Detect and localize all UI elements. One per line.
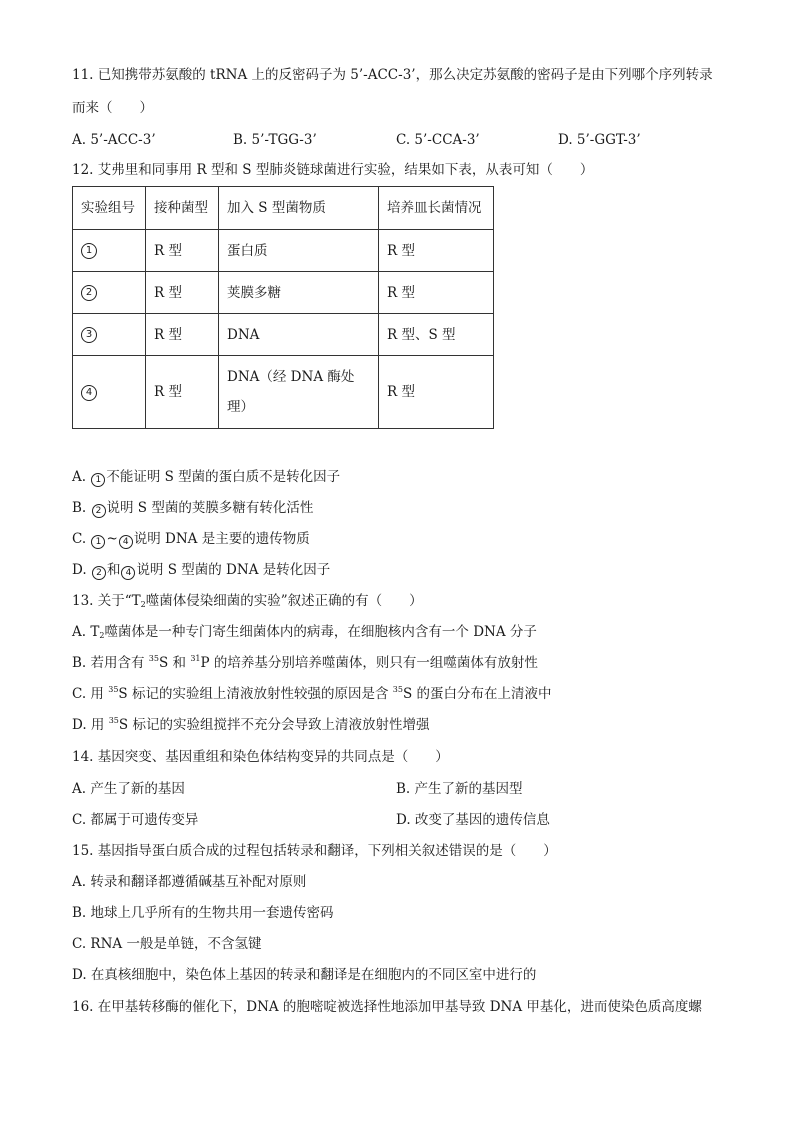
option-prefix: B. <box>72 500 91 516</box>
row-number <box>73 314 146 356</box>
stem-part: 13. 关于“T <box>72 593 141 609</box>
table-header-row <box>73 187 494 230</box>
q15-stem: 15. 基因指导蛋白质合成的过程包括转录和翻译，下列相关叙述错误的是（ ） <box>72 843 557 859</box>
q14-option-a[interactable]: A. 产生了新的基因 <box>72 781 185 797</box>
q12-option-c[interactable] <box>72 530 310 549</box>
row-substance: 荚膜多糖 <box>219 272 379 314</box>
q15-option-d[interactable]: D. 在真核细胞中，染色体上基因的转录和翻译是在细胞内的不同区室中进行的 <box>72 967 537 983</box>
option-part: S 标记的实验组上清液放射性较强的原因是含 <box>118 686 393 702</box>
row-substance: DNA <box>219 314 379 356</box>
row-strain: R 型 <box>146 230 219 272</box>
circled-number: 4 <box>119 535 133 549</box>
q11-option-c[interactable]: C. 5’-CCA-3’ <box>396 132 480 148</box>
option-prefix: A. <box>72 469 91 485</box>
option-part: C. 用 <box>72 686 109 702</box>
row-number <box>73 230 146 272</box>
row-result: R 型 <box>379 230 494 272</box>
option-part: S 和 <box>158 655 191 671</box>
circled-number: 3 <box>81 327 97 343</box>
row-substance: 蛋白质 <box>219 230 379 272</box>
option-text: 说明 DNA 是主要的遗传物质 <box>133 531 310 547</box>
q12-option-a[interactable] <box>72 468 340 487</box>
q11-options <box>72 131 732 149</box>
option-text: 说明 S 型菌的 DNA 是转化因子 <box>136 562 331 578</box>
q14-stem: 14. 基因突变、基因重组和染色体结构变异的共同点是（ ） <box>72 749 449 765</box>
q14-option-b[interactable]: B. 产生了新的基因型 <box>396 781 523 797</box>
circled-number: 2 <box>92 504 106 518</box>
q13-stem <box>72 592 423 610</box>
conjunction: 和 <box>106 562 121 578</box>
range-separator: ~ <box>106 531 118 547</box>
row-substance <box>219 356 379 429</box>
circled-number: 1 <box>91 473 105 487</box>
superscript: 35 <box>392 685 403 694</box>
subscript: 2 <box>99 631 105 640</box>
table-row <box>73 356 494 429</box>
q15-option-c[interactable]: C. RNA 一般是单链，不含氢键 <box>72 936 262 952</box>
header-group-number: 实验组号 <box>73 187 146 230</box>
stem-part: 噬菌体侵染细菌的实验”叙述正确的有（ ） <box>145 593 423 609</box>
q15-option-a[interactable]: A. 转录和翻译都遵循碱基互补配对原则 <box>72 874 307 890</box>
q14-option-d[interactable]: D. 改变了基因的遗传信息 <box>396 812 550 828</box>
q13-option-b[interactable] <box>72 654 538 672</box>
superscript: 35 <box>108 685 119 694</box>
row-substance-line2: 理） <box>227 399 254 415</box>
option-part: P 的培养基分别培养噬菌体，则只有一组噬菌体有放射性 <box>200 655 538 671</box>
q13-option-d[interactable] <box>72 716 429 734</box>
table-row <box>73 314 494 356</box>
superscript: 35 <box>108 716 119 725</box>
option-part: 噬菌体是一种专门寄生细菌体内的病毒，在细胞核内含有一个 DNA 分子 <box>104 624 537 640</box>
q14-options-row2 <box>72 811 732 829</box>
q16-stem: 16. 在甲基转移酶的催化下，DNA 的胞嘧啶被选择性地添加甲基导致 DNA 甲基化，进而使染色质高度螺 <box>72 999 702 1015</box>
subscript: 2 <box>140 600 146 609</box>
q12-option-d[interactable] <box>72 561 330 580</box>
q11-option-d[interactable]: D. 5’-GGT-3’ <box>558 132 641 148</box>
q14-option-c[interactable]: C. 都属于可遗传变异 <box>72 812 199 828</box>
q12-stem: 12. 艾弗里和同事用 R 型和 S 型肺炎链球菌进行实验，结果如下表，从表可知（ ） <box>72 162 594 178</box>
circled-number: 2 <box>81 285 97 301</box>
circled-number: 4 <box>121 566 135 580</box>
superscript: 31 <box>190 654 201 663</box>
row-substance-line1: DNA（经 DNA 酶处 <box>227 369 355 385</box>
option-prefix: C. <box>72 531 91 547</box>
table-row <box>73 230 494 272</box>
circled-number: 1 <box>81 243 97 259</box>
table-row <box>73 272 494 314</box>
option-text: 说明 S 型菌的荚膜多糖有转化活性 <box>106 500 314 516</box>
option-part: S 标记的实验组搅拌不充分会导致上清液放射性增强 <box>118 717 430 733</box>
circled-number: 4 <box>81 385 97 401</box>
row-number <box>73 356 146 429</box>
option-prefix: D. <box>72 562 91 578</box>
header-culture-result: 培养皿长菌情况 <box>379 187 494 230</box>
header-added-substance: 加入 S 型菌物质 <box>219 187 379 230</box>
option-part: B. 若用含有 <box>72 655 149 671</box>
circled-number: 1 <box>91 535 105 549</box>
q13-option-c[interactable] <box>72 685 552 703</box>
q12-option-b[interactable] <box>72 499 313 518</box>
q11-option-b[interactable]: B. 5’-TGG-3’ <box>233 132 317 148</box>
option-part: D. 用 <box>72 717 109 733</box>
circled-number: 2 <box>92 566 106 580</box>
header-inoculated-strain: 接种菌型 <box>146 187 219 230</box>
q11-option-a[interactable]: A. 5’-ACC-3’ <box>72 132 156 148</box>
row-strain: R 型 <box>146 314 219 356</box>
q15-option-b[interactable]: B. 地球上几乎所有的生物共用一套遗传密码 <box>72 905 334 921</box>
option-part: A. T <box>72 624 100 640</box>
row-strain: R 型 <box>146 356 219 429</box>
row-result: R 型、S 型 <box>379 314 494 356</box>
row-strain: R 型 <box>146 272 219 314</box>
option-text: 不能证明 S 型菌的蛋白质不是转化因子 <box>106 469 341 485</box>
option-part: S 的蛋白分布在上清液中 <box>402 686 552 702</box>
row-number <box>73 272 146 314</box>
row-result: R 型 <box>379 356 494 429</box>
experiment-table <box>72 186 494 429</box>
q14-options-row1 <box>72 780 732 798</box>
q11-stem-line1: 11. 已知携带苏氨酸的 tRNA 上的反密码子为 5’-ACC-3’，那么决定苏氨酸的密码子是由下列哪个序列转录 <box>72 67 713 83</box>
q11-stem-line2: 而来（ ） <box>72 100 153 116</box>
q13-option-a[interactable] <box>72 623 537 641</box>
superscript: 35 <box>148 654 159 663</box>
row-result: R 型 <box>379 272 494 314</box>
